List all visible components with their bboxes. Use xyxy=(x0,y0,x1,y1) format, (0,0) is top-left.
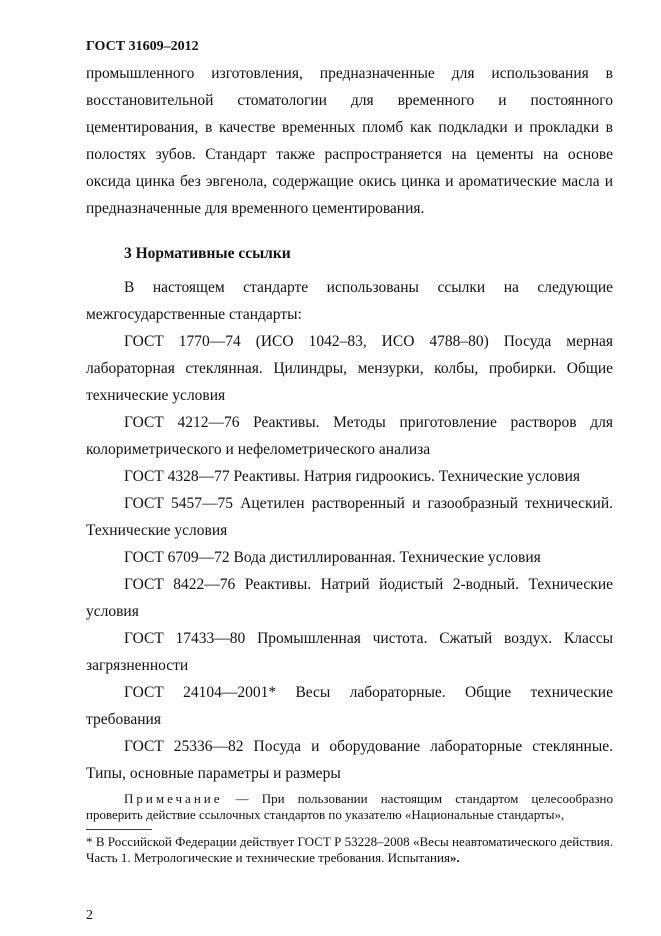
reference-item: ГОСТ 17433—80 Промышленная чистота. Сжатый воздух. Классы загрязненности xyxy=(86,630,613,674)
reference-item: ГОСТ 8422—76 Реактивы. Натрий йодистый 2-водный. Технические условия xyxy=(86,576,613,620)
footnote xyxy=(86,834,613,866)
note xyxy=(86,791,613,823)
note-text: — При пользовании настоящим стандартом целесообразно проверить действие ссылочных стандартов по указателю «Национальные стандарты», xyxy=(86,791,613,822)
document-header: ГОСТ 31609–2012 xyxy=(86,39,199,54)
document-body xyxy=(86,60,613,866)
reference-item: ГОСТ 25336—82 Посуда и оборудование лабораторные стеклянные. Типы, основные параметры и размеры xyxy=(86,738,613,782)
footnote-closing: ». xyxy=(449,850,460,865)
reference-item: ГОСТ 4212—76 Реактивы. Методы приготовление растворов для колориметрического и нефелометрического анализа xyxy=(86,414,613,458)
reference-item: ГОСТ 5457—75 Ацетилен растворенный и газообразный технический. Технические условия xyxy=(86,495,613,539)
reference-item: ГОСТ 1770—74 (ИСО 1042–83, ИСО 4788–80) Посуда мерная лабораторная стеклянная. Цилиндры, мензурки, колбы, пробирки. Общие технические условия xyxy=(86,333,613,404)
references-intro: В настоящем стандарте использованы ссылки на следующие межгосударственные стандарты: xyxy=(86,279,613,323)
footnote-divider xyxy=(86,829,152,830)
reference-item: ГОСТ 4328—77 Реактивы. Натрия гидроокись. Технические условия xyxy=(124,468,581,485)
page-number: 2 xyxy=(86,908,93,923)
reference-item: ГОСТ 24104—2001* Весы лабораторные. Общие технические требования xyxy=(86,684,613,728)
reference-item: ГОСТ 6709—72 Вода дистиллированная. Технические условия xyxy=(124,549,541,566)
note-label: Примечание xyxy=(124,791,223,806)
section-heading: 3 Нормативные ссылки xyxy=(124,245,291,262)
footnote-text: * В Российской Федерации действует ГОСТ Р 53228–2008 «Весы неавтоматического действия. Часть 1. Метрологические и технические требования. Испытания xyxy=(86,834,613,865)
intro-paragraph: промышленного изготовления, предназначенные для использования в восстановительной стоматологии для временного и постоянного цементирования, в качестве временных пломб как подкладки и прокладки в полостях зубов. Стандарт также распространяется на цементы на основе оксида цинка без эвгенола, содержащие окись цинка и ароматические масла и предназначенные для временного цементирования. xyxy=(86,65,613,217)
